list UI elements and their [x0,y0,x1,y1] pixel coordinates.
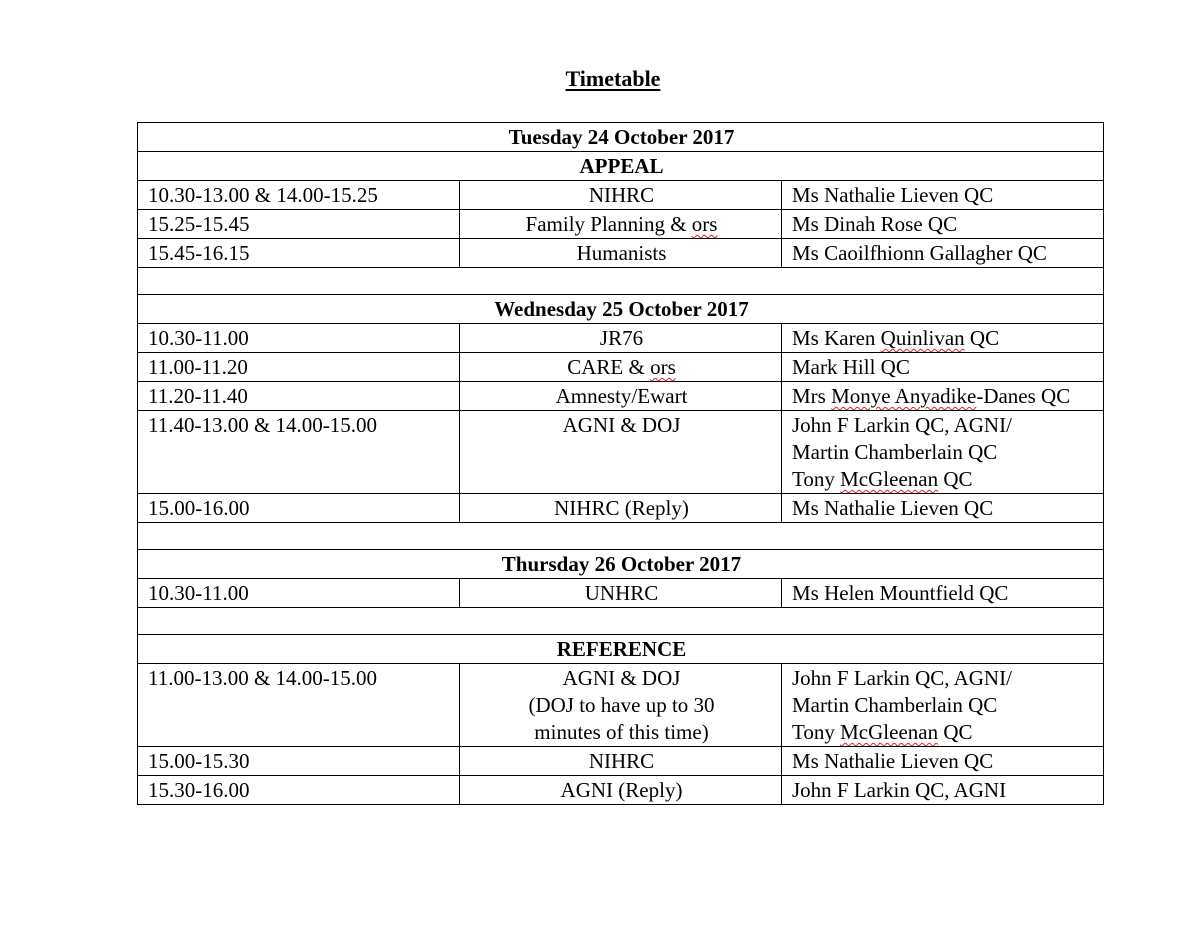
party-cell: AGNI & DOJ [460,411,782,494]
section-header: REFERENCE [138,635,1104,664]
section-header-row [138,635,1104,664]
counsel-line: Martin Chamberlain QC [792,693,998,717]
time-cell: 10.30-13.00 & 14.00-15.25 [138,181,460,210]
party-cell: NIHRC [460,747,782,776]
spellcheck-word: Monye Anyadike [831,384,977,408]
counsel-line [792,719,1095,746]
day-header: Thursday 26 October 2017 [138,550,1104,579]
party-cell: Amnesty/Ewart [460,382,782,411]
party-line: minutes of this time) [534,720,709,744]
blank-row [138,608,1104,635]
time-cell: 10.30-11.00 [138,324,460,353]
time-cell: 11.00-13.00 & 14.00-15.00 [138,664,460,747]
party-cell: AGNI (Reply) [460,776,782,805]
party-cell: NIHRC (Reply) [460,494,782,523]
day-header-row [138,295,1104,324]
counsel-line: Martin Chamberlain QC [792,440,998,464]
section-header-row [138,152,1104,181]
counsel-cell: Mark Hill QC [782,353,1104,382]
time-cell: 11.20-11.40 [138,382,460,411]
counsel-text: Tony [792,467,841,491]
counsel-line [792,466,1095,493]
counsel-text: QC [964,326,1000,350]
table-row [138,210,1104,239]
counsel-cell: John F Larkin QC, AGNI [782,776,1104,805]
counsel-cell: Ms Nathalie Lieven QC [782,747,1104,776]
party-cell: NIHRC [460,181,782,210]
counsel-cell [782,324,1104,353]
counsel-line: John F Larkin QC, AGNI/ [792,666,1012,690]
time-cell: 11.00-11.20 [138,353,460,382]
party-cell: JR76 [460,324,782,353]
spellcheck-word: ors [691,212,718,236]
day-header-row [138,123,1104,152]
time-cell: 15.45-16.15 [138,239,460,268]
day-header: Wednesday 25 October 2017 [138,295,1104,324]
spellcheck-word: Quinlivan [880,326,965,350]
blank-cell [138,608,1104,635]
table-row [138,747,1104,776]
time-cell: 10.30-11.00 [138,579,460,608]
table-row [138,353,1104,382]
counsel-line: John F Larkin QC, AGNI/ [792,413,1012,437]
counsel-cell [782,382,1104,411]
party-cell [460,664,782,747]
party-cell [460,210,782,239]
party-line: AGNI & DOJ [562,666,681,690]
spellcheck-word: McGleenan [840,467,939,491]
counsel-cell: Ms Nathalie Lieven QC [782,181,1104,210]
time-cell: 15.00-15.30 [138,747,460,776]
time-cell: 11.40-13.00 & 14.00-15.00 [138,411,460,494]
counsel-text: Tony [792,720,841,744]
table-row [138,494,1104,523]
party-cell: UNHRC [460,579,782,608]
counsel-text: QC [938,720,973,744]
table-row [138,239,1104,268]
counsel-cell: Ms Helen Mountfield QC [782,579,1104,608]
party-text: CARE & [567,355,651,379]
party-line: (DOJ to have up to 30 [528,693,715,717]
spellcheck-word: ors [650,355,676,379]
party-cell: Humanists [460,239,782,268]
blank-row [138,268,1104,295]
blank-cell [138,523,1104,550]
time-cell: 15.00-16.00 [138,494,460,523]
spellcheck-word: McGleenan [840,720,939,744]
counsel-text: QC [938,467,973,491]
table-row [138,579,1104,608]
time-cell: 15.25-15.45 [138,210,460,239]
table-row [138,382,1104,411]
counsel-cell: Ms Dinah Rose QC [782,210,1104,239]
blank-cell [138,268,1104,295]
counsel-text: -Danes QC [976,384,1071,408]
table-row [138,776,1104,805]
day-header-row [138,550,1104,579]
table-row [138,324,1104,353]
party-cell [460,353,782,382]
counsel-text: Ms Karen [792,326,881,350]
table-row [138,181,1104,210]
timetable [137,122,1104,805]
counsel-cell [782,664,1104,747]
section-header: APPEAL [138,152,1104,181]
blank-row [138,523,1104,550]
day-header: Tuesday 24 October 2017 [138,123,1104,152]
counsel-cell: Ms Nathalie Lieven QC [782,494,1104,523]
table-row [138,664,1104,747]
counsel-text: Mrs [792,384,832,408]
counsel-cell: Ms Caoilfhionn Gallagher QC [782,239,1104,268]
table-row [138,411,1104,494]
page-title: Timetable [565,66,661,91]
time-cell: 15.30-16.00 [138,776,460,805]
party-text: Family Planning & [525,212,692,236]
counsel-cell [782,411,1104,494]
